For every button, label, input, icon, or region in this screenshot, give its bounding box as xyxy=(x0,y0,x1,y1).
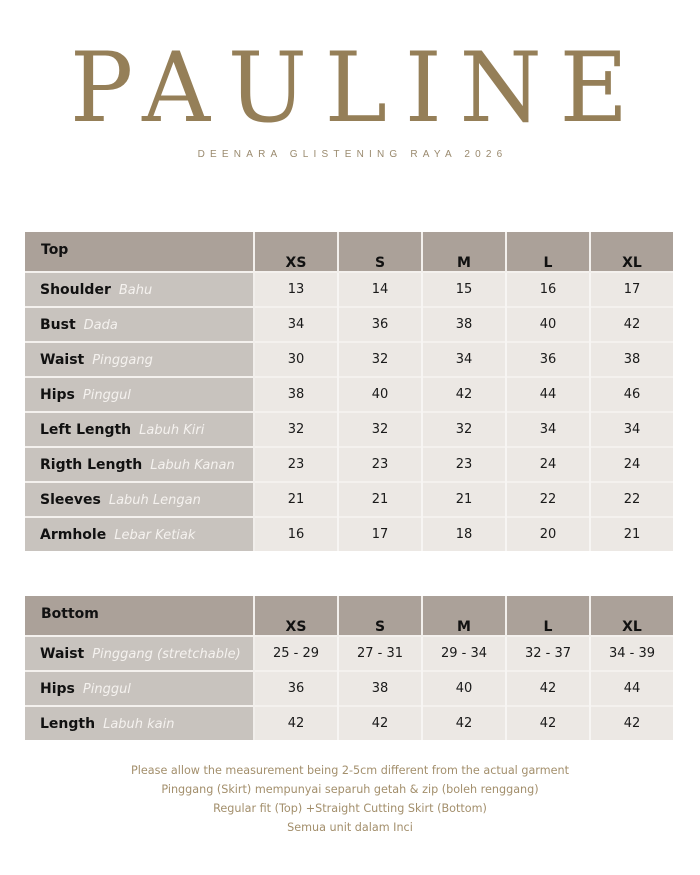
value-cell: 42 xyxy=(338,706,422,740)
measurement-name: Hips xyxy=(40,680,75,697)
value-cell: 23 xyxy=(422,447,506,482)
measurement-name: Shoulder xyxy=(40,281,111,298)
value-cell: 22 xyxy=(506,482,590,517)
value-cell: 42 xyxy=(590,307,673,342)
measurement-label xyxy=(25,377,254,412)
value-cell: 22 xyxy=(590,482,673,517)
value-cell: 17 xyxy=(338,517,422,551)
value-cell: 32 xyxy=(254,412,338,447)
value-cell: 21 xyxy=(338,482,422,517)
value-cell: 44 xyxy=(590,671,673,706)
value-cell: 34 xyxy=(590,412,673,447)
table-row xyxy=(25,377,673,412)
measurement-name: Waist xyxy=(40,645,85,662)
size-header-xs: XS xyxy=(254,596,338,636)
measurement-translation: Lebar Ketiak xyxy=(114,527,196,543)
table-row xyxy=(25,447,673,482)
brand-title: PAULINE xyxy=(69,32,646,144)
value-cell: 34 xyxy=(254,307,338,342)
measurement-name: Rigth Length xyxy=(40,456,143,473)
note-units: Semua unit dalam Inci xyxy=(287,821,413,834)
value-cell: 36 xyxy=(506,342,590,377)
bottom-table-header xyxy=(25,596,673,636)
measurement-name: Left Length xyxy=(40,421,132,438)
measurement-translation: Pinggang (stretchable) xyxy=(92,646,241,662)
note-tolerance: Please allow the measurement being 2-5cm different from the actual garment xyxy=(131,764,569,777)
value-cell: 23 xyxy=(338,447,422,482)
value-cell: 29 - 34 xyxy=(422,636,506,671)
measurement-name: Hips xyxy=(40,386,75,403)
table-row xyxy=(25,706,673,740)
value-cell: 42 xyxy=(506,671,590,706)
measurement-label xyxy=(25,671,254,706)
table-row xyxy=(25,636,673,671)
bottom-size-table xyxy=(25,596,673,740)
measurement-label xyxy=(25,307,254,342)
value-cell: 34 xyxy=(506,412,590,447)
value-cell: 32 xyxy=(338,342,422,377)
value-cell: 23 xyxy=(254,447,338,482)
value-cell: 44 xyxy=(506,377,590,412)
measurement-label xyxy=(25,706,254,740)
size-header-xl: XL xyxy=(590,232,673,272)
table-row xyxy=(25,482,673,517)
size-notes xyxy=(0,761,700,837)
value-cell: 42 xyxy=(422,377,506,412)
measurement-label xyxy=(25,272,254,307)
table-row xyxy=(25,307,673,342)
measurement-translation: Labuh Kanan xyxy=(150,457,235,473)
value-cell: 15 xyxy=(422,272,506,307)
measurement-label xyxy=(25,636,254,671)
value-cell: 38 xyxy=(590,342,673,377)
measurement-name: Length xyxy=(40,715,96,732)
measurement-translation: Pinggul xyxy=(82,387,131,403)
size-header-s: S xyxy=(338,232,422,272)
value-cell: 46 xyxy=(590,377,673,412)
size-header-l: L xyxy=(506,232,590,272)
value-cell: 30 xyxy=(254,342,338,377)
measurement-label xyxy=(25,412,254,447)
value-cell: 42 xyxy=(254,706,338,740)
top-table-header xyxy=(25,232,673,272)
value-cell: 13 xyxy=(254,272,338,307)
measurement-label xyxy=(25,517,254,551)
table-row xyxy=(25,671,673,706)
size-header-m: M xyxy=(422,232,506,272)
value-cell: 32 xyxy=(338,412,422,447)
measurement-translation: Pinggul xyxy=(82,681,131,697)
measurement-translation: Pinggang xyxy=(92,352,153,368)
measurement-name: Bust xyxy=(40,316,76,333)
table-row xyxy=(25,517,673,551)
measurement-label xyxy=(25,482,254,517)
value-cell: 36 xyxy=(338,307,422,342)
note-skirt-waist: Pinggang (Skirt) mempunyai separuh getah & zip (boleh renggang) xyxy=(161,783,539,796)
value-cell: 16 xyxy=(506,272,590,307)
measurement-translation: Dada xyxy=(83,317,118,333)
measurement-name: Armhole xyxy=(40,526,107,543)
value-cell: 24 xyxy=(590,447,673,482)
size-header-xs: XS xyxy=(254,232,338,272)
value-cell: 24 xyxy=(506,447,590,482)
measurement-translation: Labuh Kiri xyxy=(139,422,205,438)
measurement-label xyxy=(25,342,254,377)
value-cell: 32 - 37 xyxy=(506,636,590,671)
measurement-label xyxy=(25,447,254,482)
value-cell: 38 xyxy=(254,377,338,412)
note-fit: Regular fit (Top) +Straight Cutting Skirt (Bottom) xyxy=(213,802,487,815)
value-cell: 32 xyxy=(422,412,506,447)
value-cell: 34 - 39 xyxy=(590,636,673,671)
measurement-translation: Labuh kain xyxy=(103,716,175,732)
collection-subtitle: DEENARA GLISTENING RAYA 2026 xyxy=(197,149,508,160)
value-cell: 34 xyxy=(422,342,506,377)
top-header-label: Top xyxy=(25,232,254,272)
value-cell: 40 xyxy=(506,307,590,342)
value-cell: 40 xyxy=(422,671,506,706)
size-header-xl: XL xyxy=(590,596,673,636)
value-cell: 21 xyxy=(422,482,506,517)
table-row xyxy=(25,342,673,377)
value-cell: 20 xyxy=(506,517,590,551)
top-size-table xyxy=(25,232,673,551)
value-cell: 16 xyxy=(254,517,338,551)
bottom-header-label: Bottom xyxy=(25,596,254,636)
measurement-translation: Labuh Lengan xyxy=(108,492,201,508)
measurement-name: Sleeves xyxy=(40,491,101,508)
value-cell: 25 - 29 xyxy=(254,636,338,671)
value-cell: 21 xyxy=(254,482,338,517)
value-cell: 40 xyxy=(338,377,422,412)
value-cell: 42 xyxy=(506,706,590,740)
value-cell: 14 xyxy=(338,272,422,307)
value-cell: 38 xyxy=(338,671,422,706)
value-cell: 36 xyxy=(254,671,338,706)
size-header-s: S xyxy=(338,596,422,636)
value-cell: 17 xyxy=(590,272,673,307)
value-cell: 38 xyxy=(422,307,506,342)
value-cell: 18 xyxy=(422,517,506,551)
size-header-m: M xyxy=(422,596,506,636)
table-row xyxy=(25,272,673,307)
value-cell: 27 - 31 xyxy=(338,636,422,671)
measurement-name: Waist xyxy=(40,351,85,368)
value-cell: 42 xyxy=(590,706,673,740)
value-cell: 21 xyxy=(590,517,673,551)
size-header-l: L xyxy=(506,596,590,636)
value-cell: 42 xyxy=(422,706,506,740)
table-row xyxy=(25,412,673,447)
measurement-translation: Bahu xyxy=(118,282,153,298)
